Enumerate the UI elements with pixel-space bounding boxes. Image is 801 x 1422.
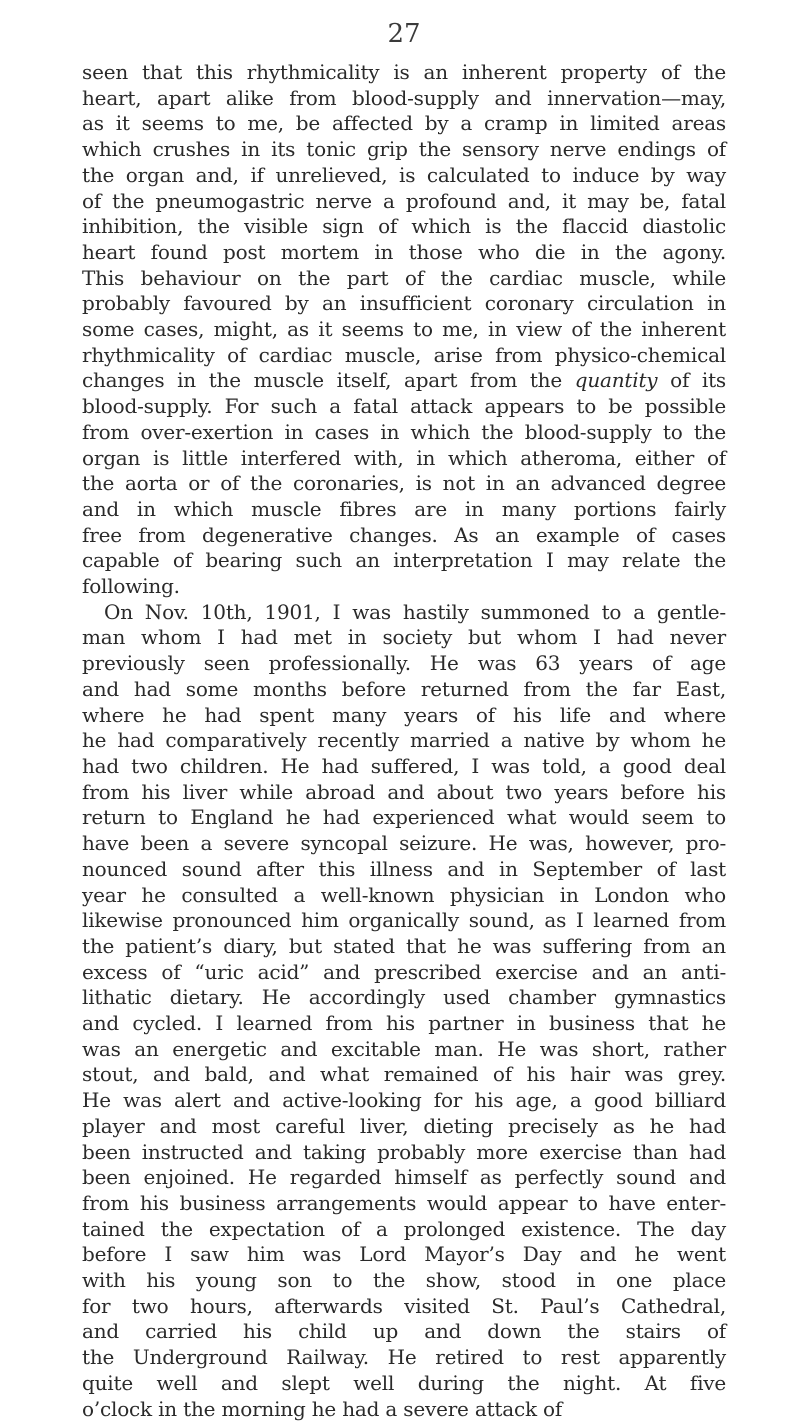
text-line: he had comparatively recently married a native by whom he <box>82 728 726 753</box>
text-line: previously seen professionally. He was 63 years of age <box>82 651 726 676</box>
text-line: likewise pronounced him organically sound, as I learned from <box>82 908 726 933</box>
text-line: the Underground Railway. He retired to rest apparently <box>82 1345 726 1370</box>
text-line: had two children. He had suffered, I was told, a good deal <box>82 753 726 778</box>
text-line: been instructed and taking probably more exercise than had <box>82 1139 726 1164</box>
text-line: organ is little interfered with, in which atheroma, either of <box>82 445 726 470</box>
text-line: free from degenerative changes. As an example of cases <box>82 522 726 547</box>
text-line: quite well and slept well during the night. At five <box>82 1370 726 1395</box>
text-line: with his young son to the show, stood in one place <box>82 1268 726 1293</box>
emphasis-text: quantity <box>574 368 658 393</box>
text-line: heart, apart alike from blood-supply and innervation—may, <box>82 85 726 110</box>
text-line: which crushes in its tonic grip the sensory nerve endings of <box>82 137 726 162</box>
text-line: On Nov. 10th, 1901, I was hastily summoned to a gentle- <box>104 599 726 624</box>
text-line: lithatic dietary. He accordingly used chamber gymnastics <box>82 985 726 1010</box>
text-line: and carried his child up and down the stairs of <box>82 1319 726 1344</box>
text-line: before I saw him was Lord Mayor’s Day and he went <box>82 1242 726 1267</box>
text-line: where he had spent many years of his life and where <box>82 702 726 727</box>
page-number: 27 <box>387 19 421 49</box>
text-line: excess of “uric acid” and prescribed exercise and an anti- <box>82 959 726 984</box>
text-line: of the pneumogastric nerve a profound and, it may be, fatal <box>82 188 726 213</box>
book-page <box>82 19 726 1422</box>
text-line: inhibition, the visible sign of which is the flaccid diastolic <box>82 214 726 239</box>
body-text <box>82 60 726 1422</box>
text-line: nounced sound after this illness and in September of last <box>82 856 726 881</box>
text-line: probably favoured by an insufficient coronary circulation in <box>82 291 726 316</box>
text-line: from his liver while abroad and about two years before his <box>82 779 726 804</box>
text-line: the aorta or of the coronaries, is not in an advanced degree <box>82 471 726 496</box>
text-line: He was alert and active-looking for his age, a good billiard <box>82 1088 726 1113</box>
text-segment: changes in the muscle itself, apart from the <box>82 368 575 393</box>
text-line: and cycled. I learned from his partner in business that he <box>82 1011 726 1036</box>
text-line: as it seems to me, be affected by a cramp in limited areas <box>82 111 726 136</box>
text-line: blood-supply. For such a fatal attack appears to be possible <box>82 394 726 419</box>
text-line: and in which muscle fibres are in many portions fairly <box>82 496 726 521</box>
text-line: the patient’s diary, but stated that he was suffering from an <box>82 933 726 958</box>
text-line: following. <box>82 574 180 599</box>
text-line: rhythmicality of cardiac muscle, arise from physico-chemical <box>82 342 726 367</box>
text-line: return to England he had experienced what would seem to <box>82 805 726 830</box>
text-line: o’clock in the morning he had a severe attack of <box>82 1396 563 1421</box>
text-line: capable of bearing such an interpretation I may relate the <box>82 548 726 573</box>
text-line: was an energetic and excitable man. He was short, rather <box>82 1036 726 1061</box>
text-line: player and most careful liver, dieting precisely as he had <box>82 1113 726 1138</box>
text-line: year he consulted a well-known physician in London who <box>82 882 726 907</box>
text-line: from his business arrangements would appear to have enter- <box>82 1190 726 1215</box>
text-line: man whom I had met in society but whom I had never <box>82 625 726 650</box>
text-line: have been a severe syncopal seizure. He was, however, pro- <box>82 831 726 856</box>
text-line: from over-exertion in cases in which the blood-supply to the <box>82 419 726 444</box>
text-line: some cases, might, as it seems to me, in view of the inherent <box>82 317 726 342</box>
text-line: stout, and bald, and what remained of his hair was grey. <box>82 1062 726 1087</box>
text-line: and had some months before returned from the far East, <box>82 676 726 701</box>
text-segment: of its <box>657 368 726 393</box>
text-line: for two hours, afterwards visited St. Paul’s Cathedral, <box>82 1293 726 1318</box>
text-line: tained the expectation of a prolonged existence. The day <box>82 1216 726 1241</box>
text-line: the organ and, if unrelieved, is calculated to induce by way <box>82 162 726 187</box>
text-line: been enjoined. He regarded himself as perfectly sound and <box>82 1165 726 1190</box>
text-line: seen that this rhythmicality is an inherent property of the <box>82 60 726 84</box>
text-line: This behaviour on the part of the cardiac muscle, while <box>82 265 726 290</box>
text-line <box>82 368 726 394</box>
text-line: heart found post mortem in those who die in the agony. <box>82 239 726 264</box>
